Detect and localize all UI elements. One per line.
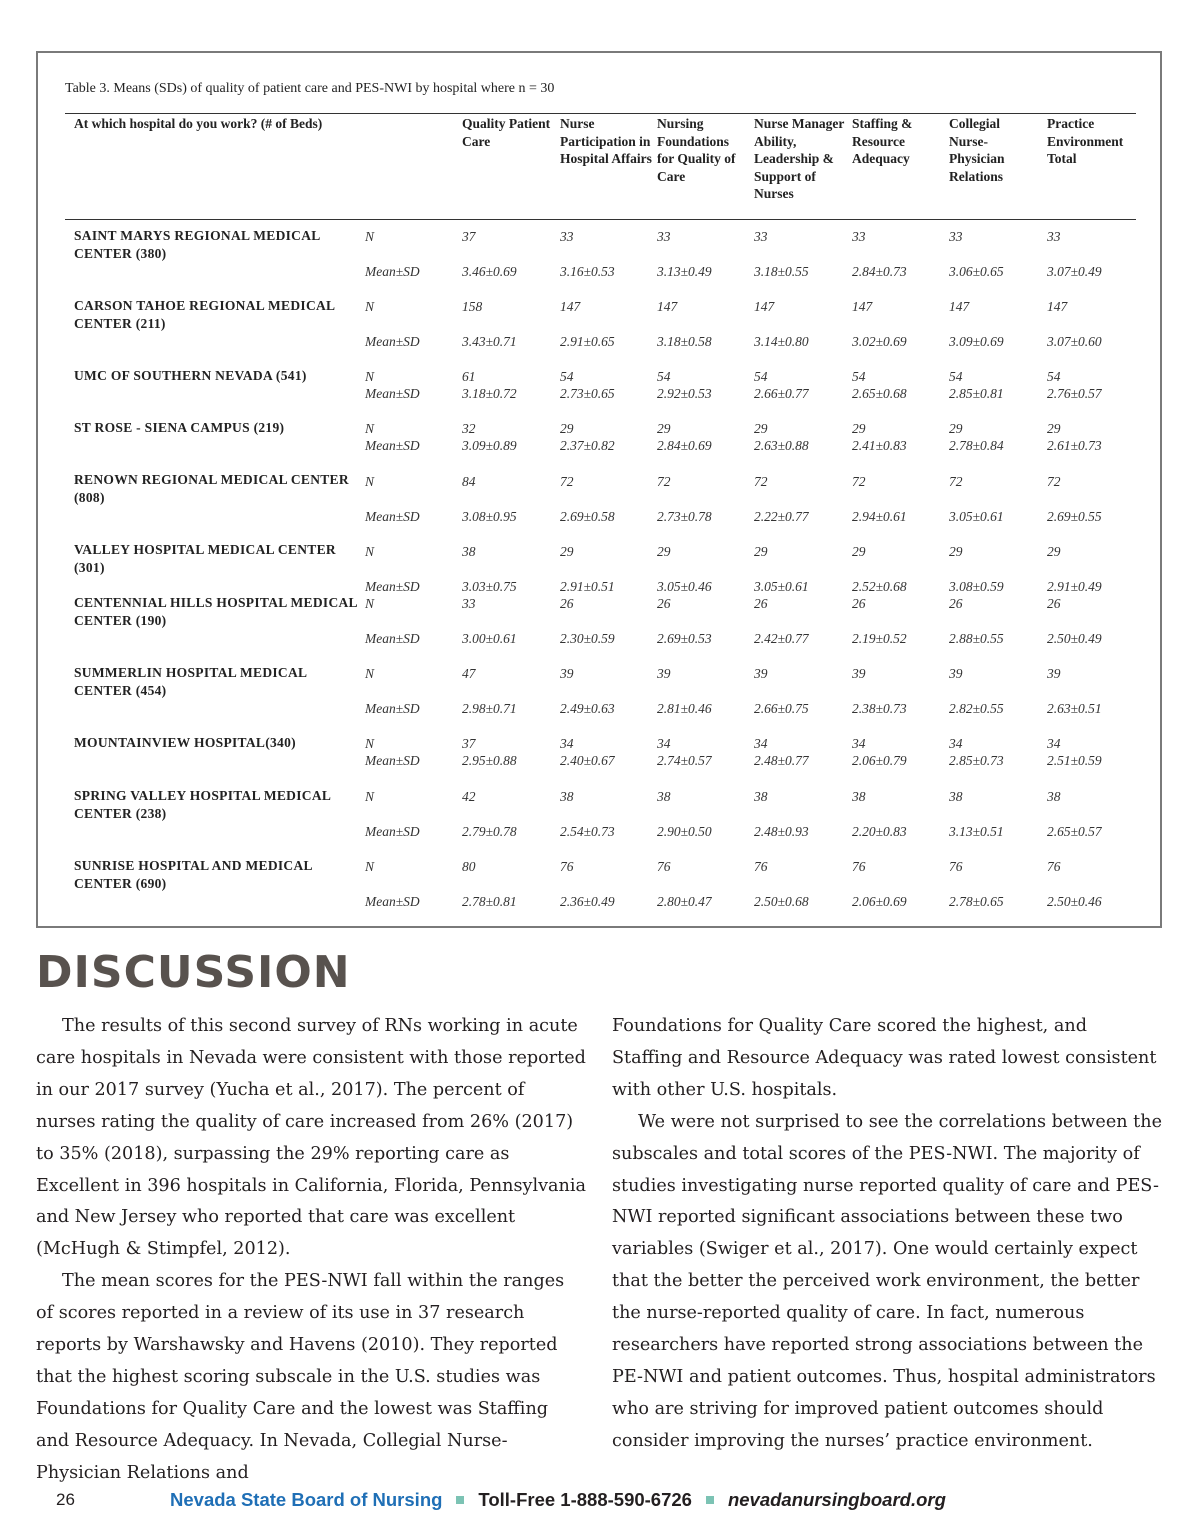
table-cell-mean-sd: 2.30±0.59 xyxy=(560,631,615,646)
discussion-paragraph: The results of this second survey of RNs working in acute care hospitals in Nevada were consistent with those reported in our 2017 survey (Yucha et al., 2017). The percent of nurses rating the quality of care increased from 26% (2017) to 35% (2018), surpassing the 29% reporting care as Excellent in 396 hospitals in California, Florida, Pennsylvania and New Jersey who reported that care was excellent (McHugh & Stimpfel, 2012). xyxy=(36,1016,586,1260)
row-label-mean-sd: Mean±SD xyxy=(365,631,420,646)
table-cell-n: 26 xyxy=(949,596,963,611)
table-cell-n: 54 xyxy=(949,369,963,384)
table-cell-n: 39 xyxy=(560,666,574,681)
table-cell-n: 33 xyxy=(657,229,671,244)
table-cell-n: 26 xyxy=(1047,596,1061,611)
table-cell-mean-sd: 2.90±0.50 xyxy=(657,824,712,839)
table-cell-n: 54 xyxy=(560,369,574,384)
footer-separator-icon xyxy=(456,1496,464,1504)
row-label-mean-sd: Mean±SD xyxy=(365,386,420,401)
table-3 xyxy=(36,51,1162,928)
table-cell-mean-sd: 3.18±0.72 xyxy=(462,386,517,401)
row-label-mean-sd: Mean±SD xyxy=(365,438,420,453)
row-label-mean-sd: Mean±SD xyxy=(365,701,420,716)
table-cell-mean-sd: 2.19±0.52 xyxy=(852,631,907,646)
page-number: 26 xyxy=(56,1490,75,1509)
table-cell-mean-sd: 3.08±0.95 xyxy=(462,509,517,524)
table-cell-n: 29 xyxy=(1047,421,1061,436)
hospital-name-sunrise: SUNRISE HOSPITAL AND MEDICAL CENTER (690) xyxy=(74,858,313,891)
hospital-name-saint-marys: SAINT MARYS REGIONAL MEDICAL CENTER (380) xyxy=(74,228,320,261)
table-cell-mean-sd: 2.66±0.75 xyxy=(754,701,809,716)
table-cell-n: 38 xyxy=(852,789,866,804)
table-cell-n: 37 xyxy=(462,736,476,751)
discussion-paragraph: The mean scores for the PES-NWI fall within the ranges of scores reported in a review of its use in 37 research reports by Warshawsky and Havens (2010). They reported that the highest scoring subscale in the U.S. studies was Foundations for Quality Care and the lowest was Staffing and Resource Adequacy. In Nevada, Collegial Nurse-Physician Relations and xyxy=(36,1271,565,1483)
table-cell-n: 54 xyxy=(754,369,768,384)
table-cell-n: 72 xyxy=(1047,474,1061,489)
table-cell-n: 80 xyxy=(462,859,476,874)
row-label-n: N xyxy=(365,544,375,559)
table-cell-mean-sd: 2.40±0.67 xyxy=(560,753,615,768)
row-label-n: N xyxy=(365,229,375,244)
table-cell-n: 37 xyxy=(462,229,476,244)
table-cell-n: 29 xyxy=(1047,544,1061,559)
table-cell-mean-sd: 3.02±0.69 xyxy=(852,334,907,349)
footer-separator-icon xyxy=(706,1496,714,1504)
table-cell-mean-sd: 2.52±0.68 xyxy=(852,579,907,594)
table-cell-mean-sd: 3.43±0.71 xyxy=(462,334,517,349)
footer-phone: Toll-Free 1-888-590-6726 xyxy=(478,1489,692,1510)
table-cell-mean-sd: 2.51±0.59 xyxy=(1047,753,1102,768)
table-cell-n: 29 xyxy=(852,544,866,559)
table-cell-mean-sd: 2.06±0.69 xyxy=(852,894,907,909)
row-label-n: N xyxy=(365,421,375,436)
discussion-paragraph: We were not surprised to see the correlations between the subscales and total scores of the PES-NWI. The majority of studies investigating nurse reported quality of care and PES-NWI reported significant associations between these two variables (Swiger et al., 2017). One would certainly expect that the better the perceived work environment, the better the nurse-reported quality of care. In fact, numerous researchers have reported strong associations between the PE-NWI and patient outcomes. Thus, hospital administrators who are striving for improved patient outcomes should consider improving the nurses’ practice environment. xyxy=(612,1111,1162,1451)
table-cell-mean-sd: 3.07±0.49 xyxy=(1047,264,1102,279)
table-cell-n: 76 xyxy=(657,859,671,874)
table-cell-mean-sd: 2.91±0.51 xyxy=(560,579,615,594)
table-cell-mean-sd: 2.95±0.88 xyxy=(462,753,517,768)
table-cell-mean-sd: 2.79±0.78 xyxy=(462,824,517,839)
column-header: Quality Patient Care xyxy=(462,116,551,149)
table-cell-mean-sd: 2.69±0.55 xyxy=(1047,509,1102,524)
table-cell-mean-sd: 2.66±0.77 xyxy=(754,386,809,401)
row-label-mean-sd: Mean±SD xyxy=(365,509,420,524)
table-cell-mean-sd: 2.84±0.69 xyxy=(657,438,712,453)
row-label-n: N xyxy=(365,596,375,611)
row-label-n: N xyxy=(365,736,375,751)
table-cell-n: 38 xyxy=(754,789,768,804)
table-cell-n: 39 xyxy=(754,666,768,681)
table-cell-mean-sd: 3.06±0.65 xyxy=(949,264,1004,279)
table-cell-n: 29 xyxy=(657,421,671,436)
row-label-mean-sd: Mean±SD xyxy=(365,264,420,279)
table-cell-mean-sd: 2.37±0.82 xyxy=(560,438,615,453)
table-cell-n: 158 xyxy=(462,299,483,314)
table-cell-n: 42 xyxy=(462,789,476,804)
table-cell-mean-sd: 2.20±0.83 xyxy=(852,824,907,839)
table-cell-mean-sd: 2.73±0.65 xyxy=(560,386,615,401)
column-header: Staffing & Resource Adequacy xyxy=(852,116,913,166)
table-cell-mean-sd: 3.09±0.69 xyxy=(949,334,1004,349)
hospital-name-st-rose-siena: ST ROSE - SIENA CAMPUS (219) xyxy=(74,420,285,435)
table-cell-mean-sd: 2.69±0.53 xyxy=(657,631,712,646)
table-cell-n: 29 xyxy=(754,544,768,559)
row-label-mean-sd: Mean±SD xyxy=(365,579,420,594)
table-cell-mean-sd: 2.78±0.81 xyxy=(462,894,517,909)
table-cell-mean-sd: 2.84±0.73 xyxy=(852,264,907,279)
table-cell-mean-sd: 2.54±0.73 xyxy=(560,824,615,839)
column-header: Nurse Participation in Hospital Affairs xyxy=(560,116,652,166)
table-cell-n: 33 xyxy=(1047,229,1061,244)
table-cell-n: 34 xyxy=(560,736,574,751)
table-cell-n: 33 xyxy=(462,596,476,611)
table-cell-mean-sd: 2.50±0.68 xyxy=(754,894,809,909)
row-label-n: N xyxy=(365,299,375,314)
table-cell-mean-sd: 2.63±0.51 xyxy=(1047,701,1102,716)
table-cell-n: 38 xyxy=(462,544,476,559)
table-cell-mean-sd: 3.07±0.60 xyxy=(1047,334,1102,349)
table-cell-n: 72 xyxy=(657,474,671,489)
table-cell-n: 39 xyxy=(657,666,671,681)
table-cell-n: 76 xyxy=(852,859,866,874)
table-cell-n: 84 xyxy=(462,474,476,489)
table-cell-n: 26 xyxy=(657,596,671,611)
table-cell-n: 39 xyxy=(949,666,963,681)
table-cell-mean-sd: 3.05±0.61 xyxy=(949,509,1004,524)
hospital-name-spring-valley: SPRING VALLEY HOSPITAL MEDICAL CENTER (238) xyxy=(74,788,331,821)
table-cell-mean-sd: 2.81±0.46 xyxy=(657,701,712,716)
table-cell-n: 29 xyxy=(754,421,768,436)
table-cell-n: 29 xyxy=(560,421,574,436)
table-cell-mean-sd: 3.00±0.61 xyxy=(462,631,517,646)
discussion-right-column xyxy=(612,1011,1162,1458)
table-cell-mean-sd: 2.88±0.55 xyxy=(949,631,1004,646)
column-header: Nurse Manager Ability, Leadership & Support of Nurses xyxy=(754,116,845,201)
table-cell-n: 72 xyxy=(852,474,866,489)
row-label-mean-sd: Mean±SD xyxy=(365,334,420,349)
table-cell-mean-sd: 2.36±0.49 xyxy=(560,894,615,909)
table-cell-n: 76 xyxy=(1047,859,1061,874)
hospital-name-carson-tahoe: CARSON TAHOE REGIONAL MEDICAL CENTER (211) xyxy=(74,298,335,331)
table-cell-mean-sd: 3.05±0.46 xyxy=(657,579,712,594)
table-cell-mean-sd: 2.80±0.47 xyxy=(657,894,712,909)
table-cell-mean-sd: 2.98±0.71 xyxy=(462,701,517,716)
table-cell-n: 33 xyxy=(852,229,866,244)
table-cell-mean-sd: 2.91±0.49 xyxy=(1047,579,1102,594)
table-cell-n: 47 xyxy=(462,666,476,681)
discussion-paragraph-continued: Foundations for Quality Care scored the highest, and Staffing and Resource Adequacy was rated lowest consistent with other U.S. hospitals. xyxy=(612,1016,1157,1100)
table-cell-mean-sd: 3.09±0.89 xyxy=(462,438,517,453)
hospital-name-valley-hospital: VALLEY HOSPITAL MEDICAL CENTER (301) xyxy=(74,542,336,575)
table-cell-n: 39 xyxy=(1047,666,1061,681)
table-cell-mean-sd: 2.42±0.77 xyxy=(754,631,809,646)
table-cell-n: 29 xyxy=(949,544,963,559)
table-cell-mean-sd: 2.91±0.65 xyxy=(560,334,615,349)
table-cell-mean-sd: 2.69±0.58 xyxy=(560,509,615,524)
table-cell-mean-sd: 2.65±0.57 xyxy=(1047,824,1102,839)
table-cell-n: 34 xyxy=(852,736,866,751)
row-label-n: N xyxy=(365,859,375,874)
table-cell-mean-sd: 2.50±0.46 xyxy=(1047,894,1102,909)
table-cell-n: 29 xyxy=(852,421,866,436)
table-cell-n: 147 xyxy=(949,299,970,314)
hospital-name-summerlin: SUMMERLIN HOSPITAL MEDICAL CENTER (454) xyxy=(74,665,307,698)
table-cell-mean-sd: 3.13±0.49 xyxy=(657,264,712,279)
row-label-n: N xyxy=(365,369,375,384)
table-cell-mean-sd: 2.92±0.53 xyxy=(657,386,712,401)
page-footer xyxy=(170,1489,1070,1511)
hospital-name-umc-southern-nevada: UMC OF SOUTHERN NEVADA (541) xyxy=(74,368,307,383)
table-cell-n: 72 xyxy=(560,474,574,489)
column-header: Nursing Foundations for Quality of Care xyxy=(657,116,736,184)
table-cell-mean-sd: 2.78±0.84 xyxy=(949,438,1004,453)
table-cell-mean-sd: 2.48±0.93 xyxy=(754,824,809,839)
table-cell-n: 32 xyxy=(462,421,476,436)
table-cell-n: 61 xyxy=(462,369,476,384)
table-cell-n: 54 xyxy=(657,369,671,384)
table-cell-mean-sd: 3.46±0.69 xyxy=(462,264,517,279)
hospital-name-renown: RENOWN REGIONAL MEDICAL CENTER (808) xyxy=(74,472,349,505)
table-cell-n: 147 xyxy=(560,299,581,314)
table-cell-n: 147 xyxy=(657,299,678,314)
hospital-name-mountainview: MOUNTAINVIEW HOSPITAL(340) xyxy=(74,735,296,750)
table-cell-n: 39 xyxy=(852,666,866,681)
table-cell-n: 76 xyxy=(560,859,574,874)
table-cell-mean-sd: 3.16±0.53 xyxy=(560,264,615,279)
table-cell-mean-sd: 2.82±0.55 xyxy=(949,701,1004,716)
table-cell-n: 72 xyxy=(949,474,963,489)
table-cell-n: 54 xyxy=(852,369,866,384)
hospital-name-centennial-hills: CENTENNIAL HILLS HOSPITAL MEDICAL CENTER (190) xyxy=(74,595,358,628)
row-label-mean-sd: Mean±SD xyxy=(365,753,420,768)
table-cell-mean-sd: 2.61±0.73 xyxy=(1047,438,1102,453)
row-label-mean-sd: Mean±SD xyxy=(365,894,420,909)
table-cell-mean-sd: 2.85±0.73 xyxy=(949,753,1004,768)
table-cell-n: 26 xyxy=(852,596,866,611)
discussion-title: DISCUSSION xyxy=(36,947,351,998)
table-cell-mean-sd: 3.05±0.61 xyxy=(754,579,809,594)
column-header: Practice Environment Total xyxy=(1047,116,1124,166)
table-cell-n: 54 xyxy=(1047,369,1061,384)
table-cell-mean-sd: 2.48±0.77 xyxy=(754,753,809,768)
table-cell-n: 34 xyxy=(657,736,671,751)
table-cell-mean-sd: 3.08±0.59 xyxy=(949,579,1004,594)
table-cell-n: 33 xyxy=(754,229,768,244)
table-cell-mean-sd: 2.63±0.88 xyxy=(754,438,809,453)
row-label-mean-sd: Mean±SD xyxy=(365,824,420,839)
table-caption: Table 3. Means (SDs) of quality of patient care and PES-NWI by hospital where n = 30 xyxy=(65,81,555,96)
table-cell-mean-sd: 3.14±0.80 xyxy=(754,334,809,349)
table-header-rule xyxy=(65,219,1136,220)
table-cell-mean-sd: 2.49±0.63 xyxy=(560,701,615,716)
row-label-n: N xyxy=(365,666,375,681)
table-cell-mean-sd: 2.76±0.57 xyxy=(1047,386,1102,401)
table-cell-mean-sd: 2.50±0.49 xyxy=(1047,631,1102,646)
table-cell-mean-sd: 2.65±0.68 xyxy=(852,386,907,401)
table-cell-n: 26 xyxy=(560,596,574,611)
table-cell-mean-sd: 2.94±0.61 xyxy=(852,509,907,524)
table-cell-n: 72 xyxy=(754,474,768,489)
table-cell-n: 38 xyxy=(1047,789,1061,804)
table-cell-n: 29 xyxy=(560,544,574,559)
row-label-n: N xyxy=(365,474,375,489)
table-cell-mean-sd: 2.06±0.79 xyxy=(852,753,907,768)
table-cell-n: 76 xyxy=(754,859,768,874)
footer-website-link[interactable]: nevadanursingboard.org xyxy=(727,1489,946,1510)
table-cell-n: 33 xyxy=(949,229,963,244)
table-cell-n: 34 xyxy=(949,736,963,751)
table-cell-mean-sd: 2.41±0.83 xyxy=(852,438,907,453)
table-cell-mean-sd: 3.03±0.75 xyxy=(462,579,517,594)
column-header: Collegial Nurse-Physician Relations xyxy=(949,116,1005,184)
table-cell-n: 38 xyxy=(949,789,963,804)
table-cell-n: 29 xyxy=(949,421,963,436)
table-cell-n: 29 xyxy=(657,544,671,559)
table-top-rule xyxy=(65,113,1136,114)
discussion-left-column xyxy=(36,1011,586,1490)
table-cell-mean-sd: 3.13±0.51 xyxy=(949,824,1004,839)
table-cell-mean-sd: 3.18±0.58 xyxy=(657,334,712,349)
table-cell-n: 26 xyxy=(754,596,768,611)
table-cell-mean-sd: 3.18±0.55 xyxy=(754,264,809,279)
table-cell-n: 33 xyxy=(560,229,574,244)
table-cell-n: 147 xyxy=(1047,299,1068,314)
table-cell-n: 76 xyxy=(949,859,963,874)
footer-organization: Nevada State Board of Nursing xyxy=(170,1489,443,1510)
hospital-column-header: At which hospital do you work? (# of Beds) xyxy=(74,116,323,131)
table-cell-n: 34 xyxy=(1047,736,1061,751)
row-label-n: N xyxy=(365,789,375,804)
table-cell-mean-sd: 2.85±0.81 xyxy=(949,386,1004,401)
table-cell-n: 147 xyxy=(852,299,873,314)
table-cell-mean-sd: 2.38±0.73 xyxy=(852,701,907,716)
table-cell-n: 38 xyxy=(657,789,671,804)
table-cell-n: 34 xyxy=(754,736,768,751)
table-cell-n: 147 xyxy=(754,299,775,314)
table-cell-mean-sd: 2.22±0.77 xyxy=(754,509,809,524)
table-cell-n: 38 xyxy=(560,789,574,804)
table-cell-mean-sd: 2.78±0.65 xyxy=(949,894,1004,909)
table-cell-mean-sd: 2.73±0.78 xyxy=(657,509,712,524)
table-cell-mean-sd: 2.74±0.57 xyxy=(657,753,712,768)
